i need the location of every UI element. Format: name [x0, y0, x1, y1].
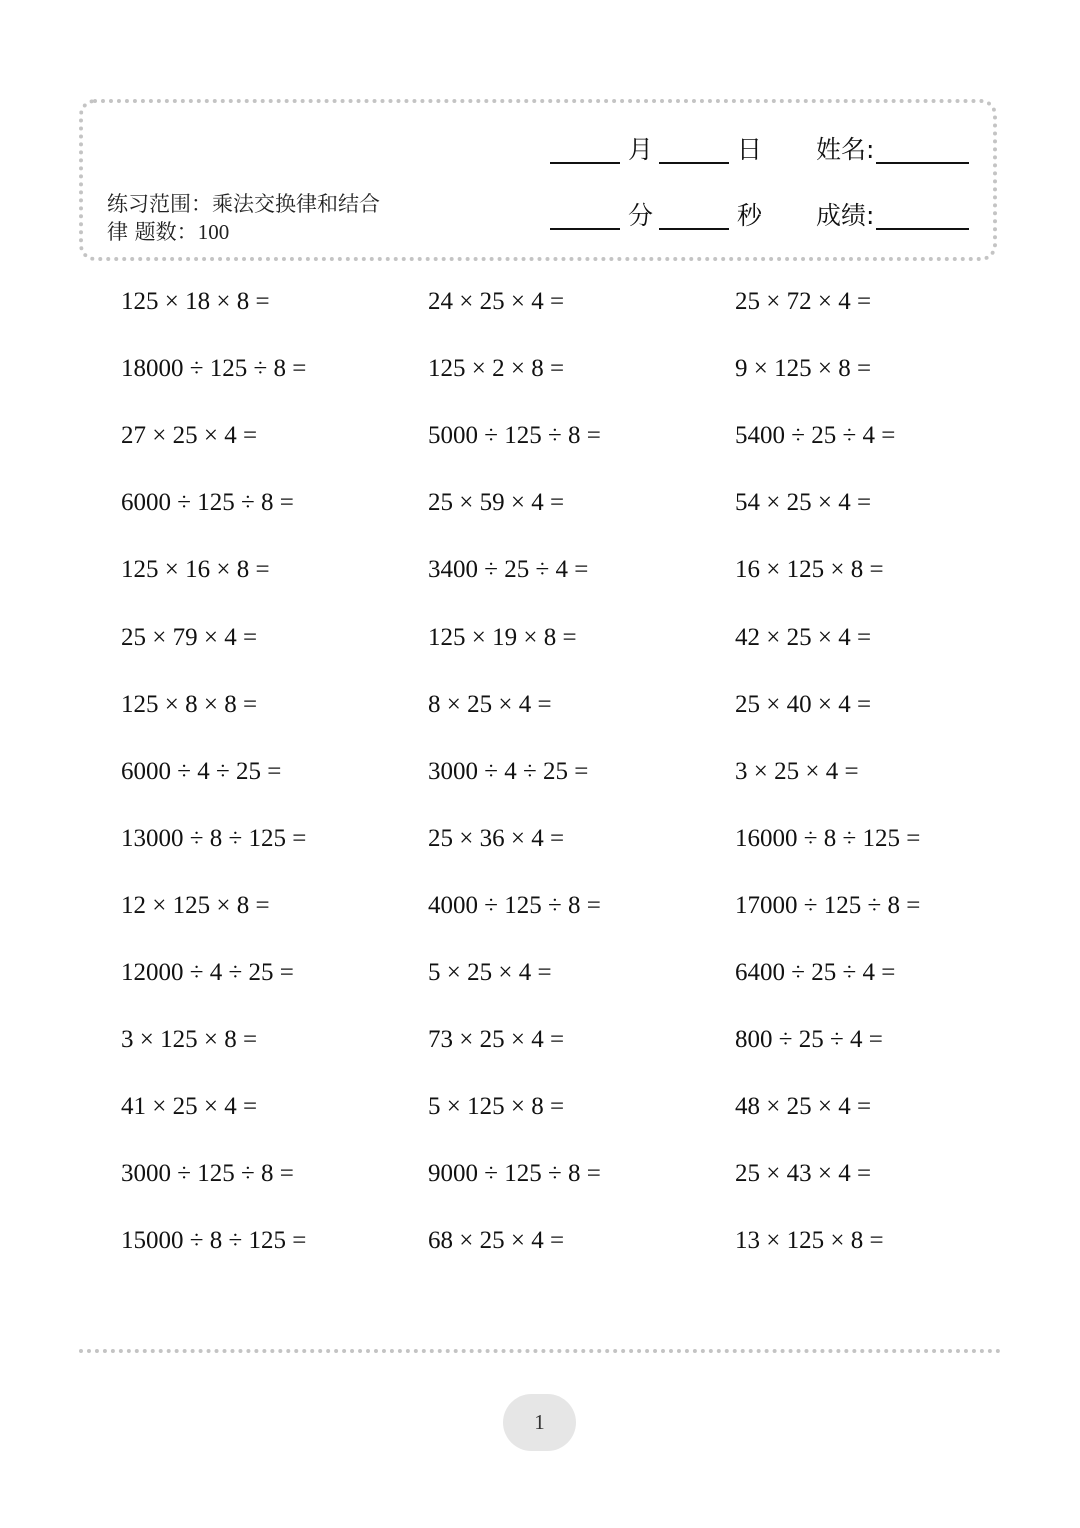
second-label: 秒: [737, 201, 763, 230]
problem-item: 3 × 25 × 4 =: [735, 757, 859, 785]
problem-item: 54 × 25 × 4 =: [735, 489, 872, 517]
problem-row: [0, 616, 1080, 660]
name-blank[interactable]: [876, 132, 969, 164]
question-count-label: 律 题数：: [107, 220, 198, 244]
problem-row: [0, 414, 1080, 458]
problem-item: 3000 ÷ 4 ÷ 25 =: [428, 757, 589, 785]
time-score-row: [550, 196, 969, 236]
problem-row: [0, 683, 1080, 727]
problem-item: 4000 ÷ 125 ÷ 8 =: [428, 891, 601, 919]
problem-row: [0, 750, 1080, 794]
problem-row: [0, 280, 1080, 324]
problem-item: 3 × 125 × 8 =: [121, 1026, 258, 1054]
problem-item: 6000 ÷ 4 ÷ 25 =: [121, 757, 282, 785]
problem-row: [0, 884, 1080, 928]
minute-label: 分: [628, 201, 654, 230]
problem-item: 6400 ÷ 25 ÷ 4 =: [735, 959, 896, 986]
problem-row: [0, 548, 1080, 592]
problem-item: 5 × 125 × 8 =: [428, 1093, 565, 1121]
problem-item: 18000 ÷ 125 ÷ 8 =: [121, 355, 307, 383]
problem-item: 5400 ÷ 25 ÷ 4 =: [735, 422, 896, 450]
practice-range: [107, 190, 407, 246]
problem-item: 27 × 25 × 4 =: [121, 422, 258, 450]
name-label: 姓名:: [816, 135, 875, 164]
problem-row: [0, 951, 1080, 995]
problem-row: [0, 817, 1080, 861]
problem-item: 9 × 125 × 8 =: [735, 355, 872, 383]
problem-item: 13000 ÷ 8 ÷ 125 =: [121, 824, 307, 852]
problem-item: 25 × 72 × 4 =: [735, 288, 872, 315]
problem-item: 15000 ÷ 8 ÷ 125 =: [121, 1227, 307, 1255]
problem-item: 48 × 25 × 4 =: [735, 1093, 872, 1121]
practice-range-line2: [107, 218, 407, 246]
problem-item: 3000 ÷ 125 ÷ 8 =: [121, 1160, 294, 1188]
problem-item: 12000 ÷ 4 ÷ 25 =: [121, 959, 294, 986]
problem-item: 25 × 79 × 4 =: [121, 623, 258, 651]
problem-item: 125 × 16 × 8 =: [121, 556, 270, 584]
score-label: 成绩:: [816, 201, 875, 230]
problem-item: 25 × 40 × 4 =: [735, 690, 872, 718]
date-name-row: [550, 130, 969, 170]
problem-item: 42 × 25 × 4 =: [735, 623, 872, 651]
problem-item: 3400 ÷ 25 ÷ 4 =: [428, 556, 589, 584]
score-blank[interactable]: [876, 198, 969, 230]
question-count: 100: [197, 220, 230, 244]
problem-item: 17000 ÷ 125 ÷ 8 =: [735, 891, 921, 919]
day-label: 日: [737, 135, 763, 164]
footer-divider: [79, 1349, 1001, 1353]
minute-blank[interactable]: [550, 198, 620, 230]
problem-row: [0, 481, 1080, 525]
problem-row: [0, 1152, 1080, 1196]
problem-item: 800 ÷ 25 ÷ 4 =: [735, 1026, 883, 1054]
month-blank[interactable]: [550, 132, 620, 164]
problem-item: 25 × 59 × 4 =: [428, 489, 565, 517]
problem-row: [0, 1085, 1080, 1129]
problem-item: 9000 ÷ 125 ÷ 8 =: [428, 1160, 601, 1188]
problem-row: [0, 1219, 1080, 1263]
page-number-badge: [503, 1394, 576, 1451]
problem-item: 13 × 125 × 8 =: [735, 1227, 884, 1255]
second-blank[interactable]: [659, 198, 729, 230]
problem-item: 68 × 25 × 4 =: [428, 1227, 565, 1255]
problem-item: 16000 ÷ 8 ÷ 125 =: [735, 824, 921, 852]
problem-item: 125 × 18 × 8 =: [121, 288, 270, 315]
problem-item: 6000 ÷ 125 ÷ 8 =: [121, 489, 294, 517]
problem-item: 16 × 125 × 8 =: [735, 556, 884, 584]
problem-item: 25 × 36 × 4 =: [428, 824, 565, 852]
page-number: 1: [534, 1410, 545, 1434]
problem-row: [0, 1018, 1080, 1062]
problem-item: 41 × 25 × 4 =: [121, 1093, 258, 1121]
problem-item: 5000 ÷ 125 ÷ 8 =: [428, 422, 601, 450]
problem-item: 73 × 25 × 4 =: [428, 1026, 565, 1054]
problem-item: 125 × 2 × 8 =: [428, 355, 565, 383]
problem-item: 24 × 25 × 4 =: [428, 288, 565, 315]
day-blank[interactable]: [659, 132, 729, 164]
problem-item: 12 × 125 × 8 =: [121, 891, 270, 919]
month-label: 月: [628, 135, 654, 164]
problem-row: [0, 347, 1080, 391]
problem-item: 25 × 43 × 4 =: [735, 1160, 872, 1188]
practice-range-line1: 练习范围：乘法交换律和结合: [107, 192, 380, 216]
problem-item: 5 × 25 × 4 =: [428, 959, 552, 986]
problem-item: 125 × 19 × 8 =: [428, 623, 577, 651]
problem-item: 125 × 8 × 8 =: [121, 690, 258, 718]
problem-item: 8 × 25 × 4 =: [428, 690, 552, 718]
